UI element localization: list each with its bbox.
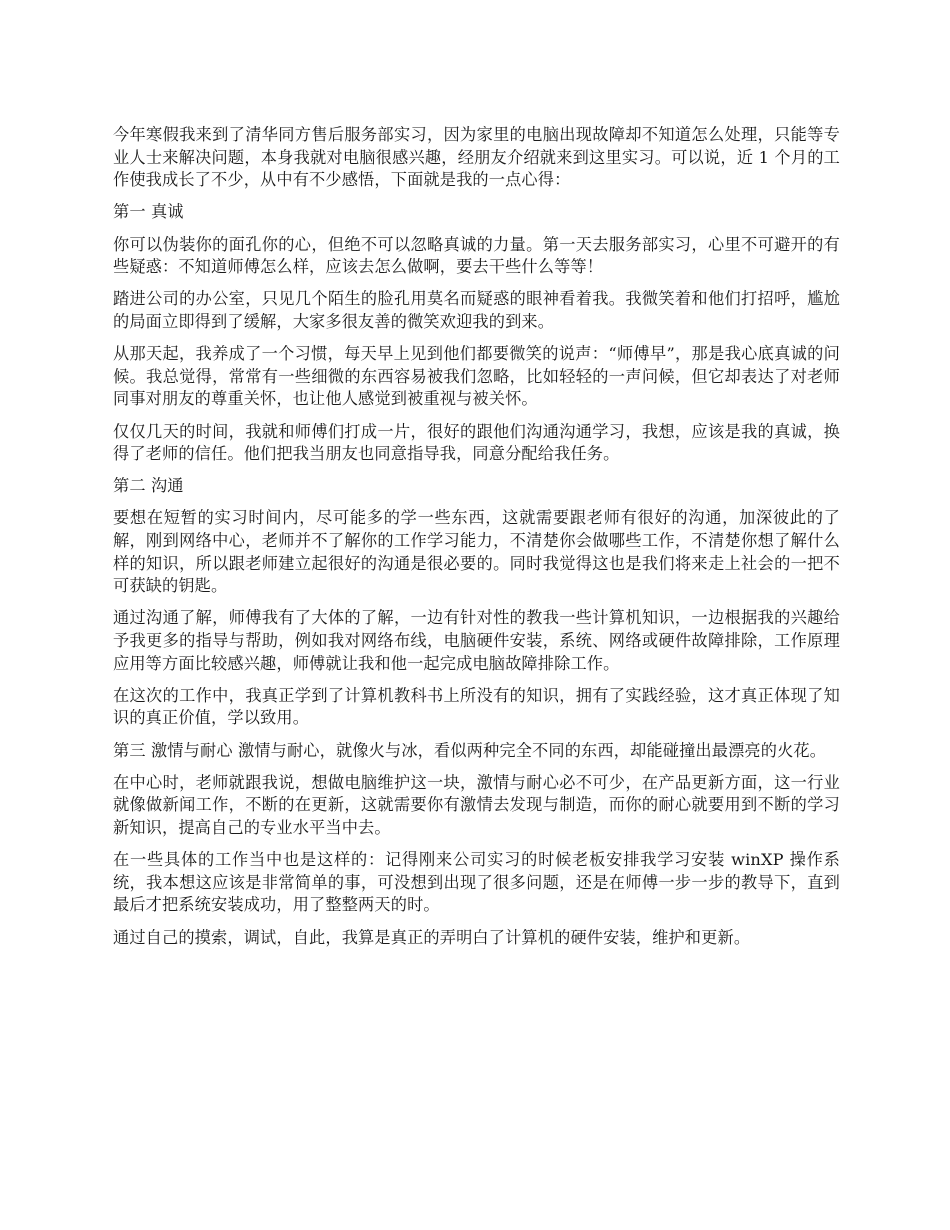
section-heading-passion-patience: 第三 激情与耐心 激情与耐心，就像火与冰，看似两种完全不同的东西，却能碰撞出最漂亮的火花。 <box>113 740 827 760</box>
body-paragraph: 仅仅几天的时间，我就和师傅们打成一片，很好的跟他们沟通沟通学习，我想，应该是我的真诚，换得了老师的信任。他们把我当朋友也同意指导我，同意分配给我任务。 <box>113 421 840 464</box>
body-paragraph: 要想在短暂的实习时间内，尽可能多的学一些东西，这就需要跟老师有很好的沟通，加深彼此的了解，刚到网络中心，老师并不了解你的工作学习能力，不清楚你会做哪些工作，不清楚你想了解什么样的知识，所以跟老师建立起很好的沟通是很必要的。同时我觉得这也是我们将来走上社会的一把不可获缺的钥匙。 <box>113 508 840 596</box>
document-page <box>113 124 840 959</box>
body-paragraph: 通过沟通了解，师傅我有了大体的了解，一边有针对性的教我一些计算机知识，一边根据我的兴趣给予我更多的指导与帮助，例如我对网络布线，电脑硬件安装，系统、网络或硬件故障排除，工作原理应用等方面比较感兴趣，师傅就让我和他一起完成电脑故障排除工作。 <box>113 608 840 673</box>
section-heading-sincerity: 第一 真诚 <box>113 202 184 222</box>
body-paragraph: 在中心时，老师就跟我说，想做电脑维护这一块，激情与耐心必不可少，在产品更新方面，这一行业就像做新闻工作，不断的在更新，这就需要你有激情去发现与制造，而你的耐心就要用到不断的学习新知识，提高自己的专业水平当中去。 <box>113 772 840 837</box>
closing-paragraph: 通过自己的摸索，调试，自此，我算是真正的弄明白了计算机的硬件安装，维护和更新。 <box>113 927 751 947</box>
body-paragraph: 你可以伪装你的面孔你的心，但绝不可以忽略真诚的力量。第一天去服务部实习，心里不可避开的有些疑惑：不知道师傅怎么样，应该去怎么做啊，要去干些什么等等！ <box>113 234 840 277</box>
body-paragraph: 踏进公司的办公室，只见几个陌生的脸孔用莫名而疑惑的眼神看着我。我微笑着和他们打招呼，尴尬的局面立即得到了缓解，大家多很友善的微笑欢迎我的到来。 <box>113 289 840 331</box>
body-paragraph: 从那天起，我养成了一个习惯，每天早上见到他们都要微笑的说声：“师傅早”，那是我心底真诚的问候。我总觉得，常常有一些细微的东西容易被我们忽略，比如轻轻的一声问候，但它却表达了对老师同事对朋友的尊重关怀，也让他人感觉到被重视与被关怀。 <box>113 344 840 409</box>
intro-paragraph: 今年寒假我来到了清华同方售后服务部实习，因为家里的电脑出现故障却不知道怎么处理，只能等专业人士来解决问题，本身我就对电脑很感兴趣，经朋友介绍就来到这里实习。可以说，近 1 个月的工作使我成长了不少，从中有不少感悟，下面就是我的一点心得： <box>113 125 840 190</box>
body-paragraph: 在一些具体的工作当中也是这样的：记得刚来公司实习的时候老板安排我学习安装 winXP 操作系统，我本想这应该是非常简单的事，可没想到出现了很多问题，还是在师傅一步一步的教导下，直到最后才把系统安装成功，用了整整两天的时。 <box>113 850 840 915</box>
section-heading-communication: 第二 沟通 <box>113 476 184 496</box>
body-paragraph: 在这次的工作中，我真正学到了计算机教科书上所没有的知识，拥有了实践经验，这才真正体现了知识的真正价值，学以致用。 <box>113 685 840 728</box>
